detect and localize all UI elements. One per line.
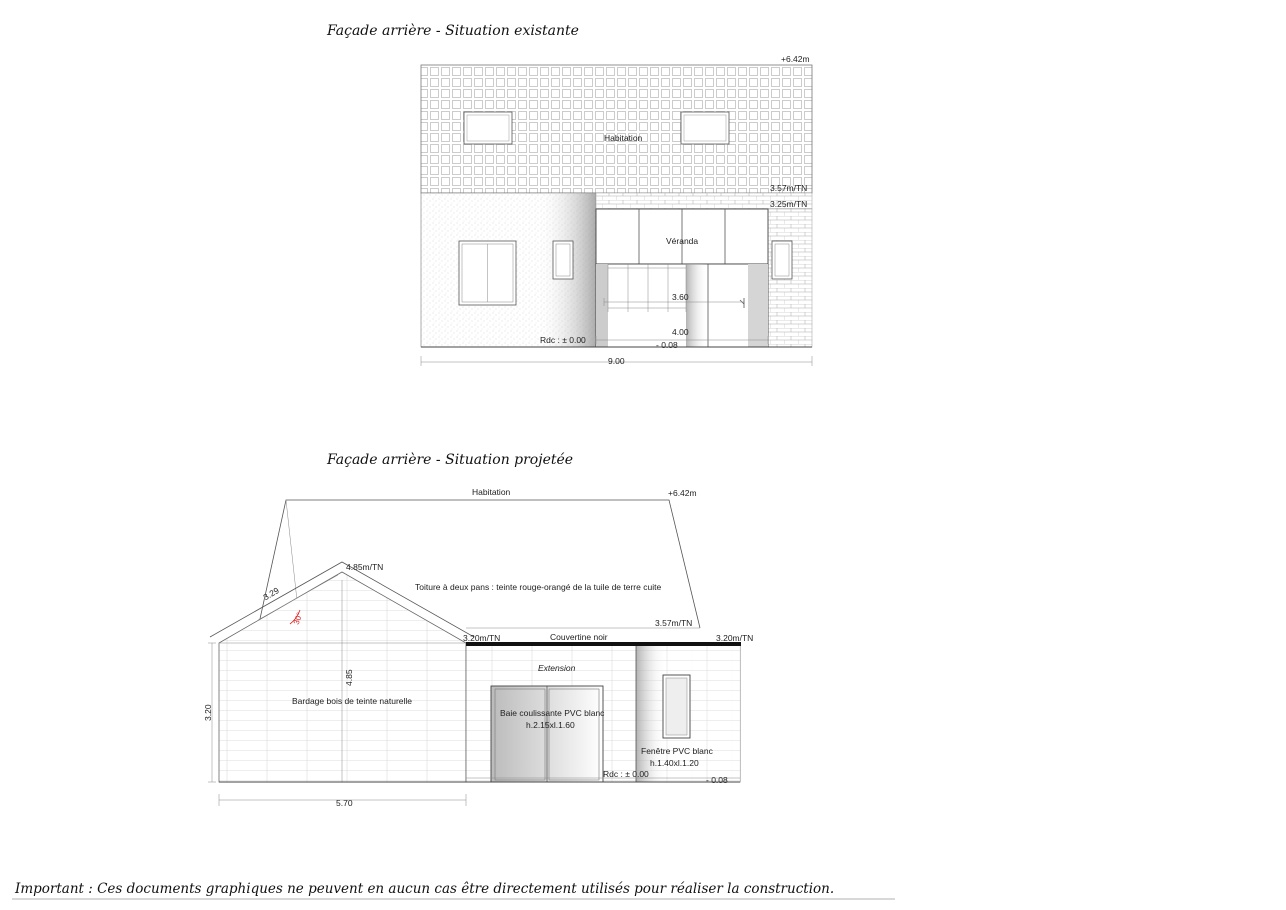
projected-alt-top: +6.42m [668,488,697,498]
existing-dim-400: 4.00 [672,327,689,337]
projected-baie-label-1: Baie coulissante PVC blanc [500,708,605,718]
projected-angle: 30° [291,611,305,626]
projected-fenetre-label-1: Fenêtre PVC blanc [641,746,713,756]
projected-couvertine-label: Couvertine noir [550,632,608,642]
projected-baie-label-2: h.2.15xl.1.60 [526,720,575,730]
existing-dim-360: 3.60 [672,292,689,302]
projected-elevation [203,487,753,808]
projected-dim-neg: - 0.08 [706,775,728,785]
projected-rdc: Rdc : ± 0.00 [603,769,649,779]
footer-important-note: Important : Ces documents graphiques ne peuvent en aucun cas être directement utilisés pour réaliser la construction. [15,881,835,897]
existing-veranda-label: Véranda [666,236,699,246]
projected-habitation-label: Habitation [472,487,511,497]
projected-alt-gable: 4.85m/TN [346,562,384,572]
existing-alt-325: 3.25m/TN [770,199,808,209]
projected-dim-320: 3.20 [203,704,213,721]
existing-dim-neg: - 0.08 [656,340,678,350]
existing-habitation-label: Habitation [604,133,643,143]
projected-alt-320-left: 3.20m/TN [463,633,501,643]
existing-title: Façade arrière - Situation existante [327,23,579,39]
existing-rdc: Rdc : ± 0.00 [540,335,586,345]
projected-couvertine [466,642,741,646]
projected-alt-357: 3.57m/TN [655,618,693,628]
projected-alt-320-right: 3.20m/TN [716,633,754,643]
projected-sliding-door [491,686,603,782]
projected-dim-570: 5.70 [336,798,353,808]
projected-gable-annex [219,572,466,782]
projected-title: Façade arrière - Situation projetée [327,452,574,468]
existing-dim-900: 9.00 [608,356,625,366]
existing-alt-top: +6.42m [781,54,810,64]
projected-bardage: Bardage bois de teinte naturelle [292,696,413,706]
projected-window [663,675,690,738]
existing-alt-357: 3.57m/TN [770,183,808,193]
projected-extension-label: Extension [538,663,576,673]
existing-elevation [421,54,812,366]
projected-fenetre-label-2: h.1.40xl.1.20 [650,758,699,768]
projected-roof-note: Toiture à deux pans : teinte rouge-orangé de la tuile de terre cuite [415,582,662,592]
projected-dim-329: 3.29 [261,585,281,603]
projected-dim-485: 4.85 [344,669,354,686]
